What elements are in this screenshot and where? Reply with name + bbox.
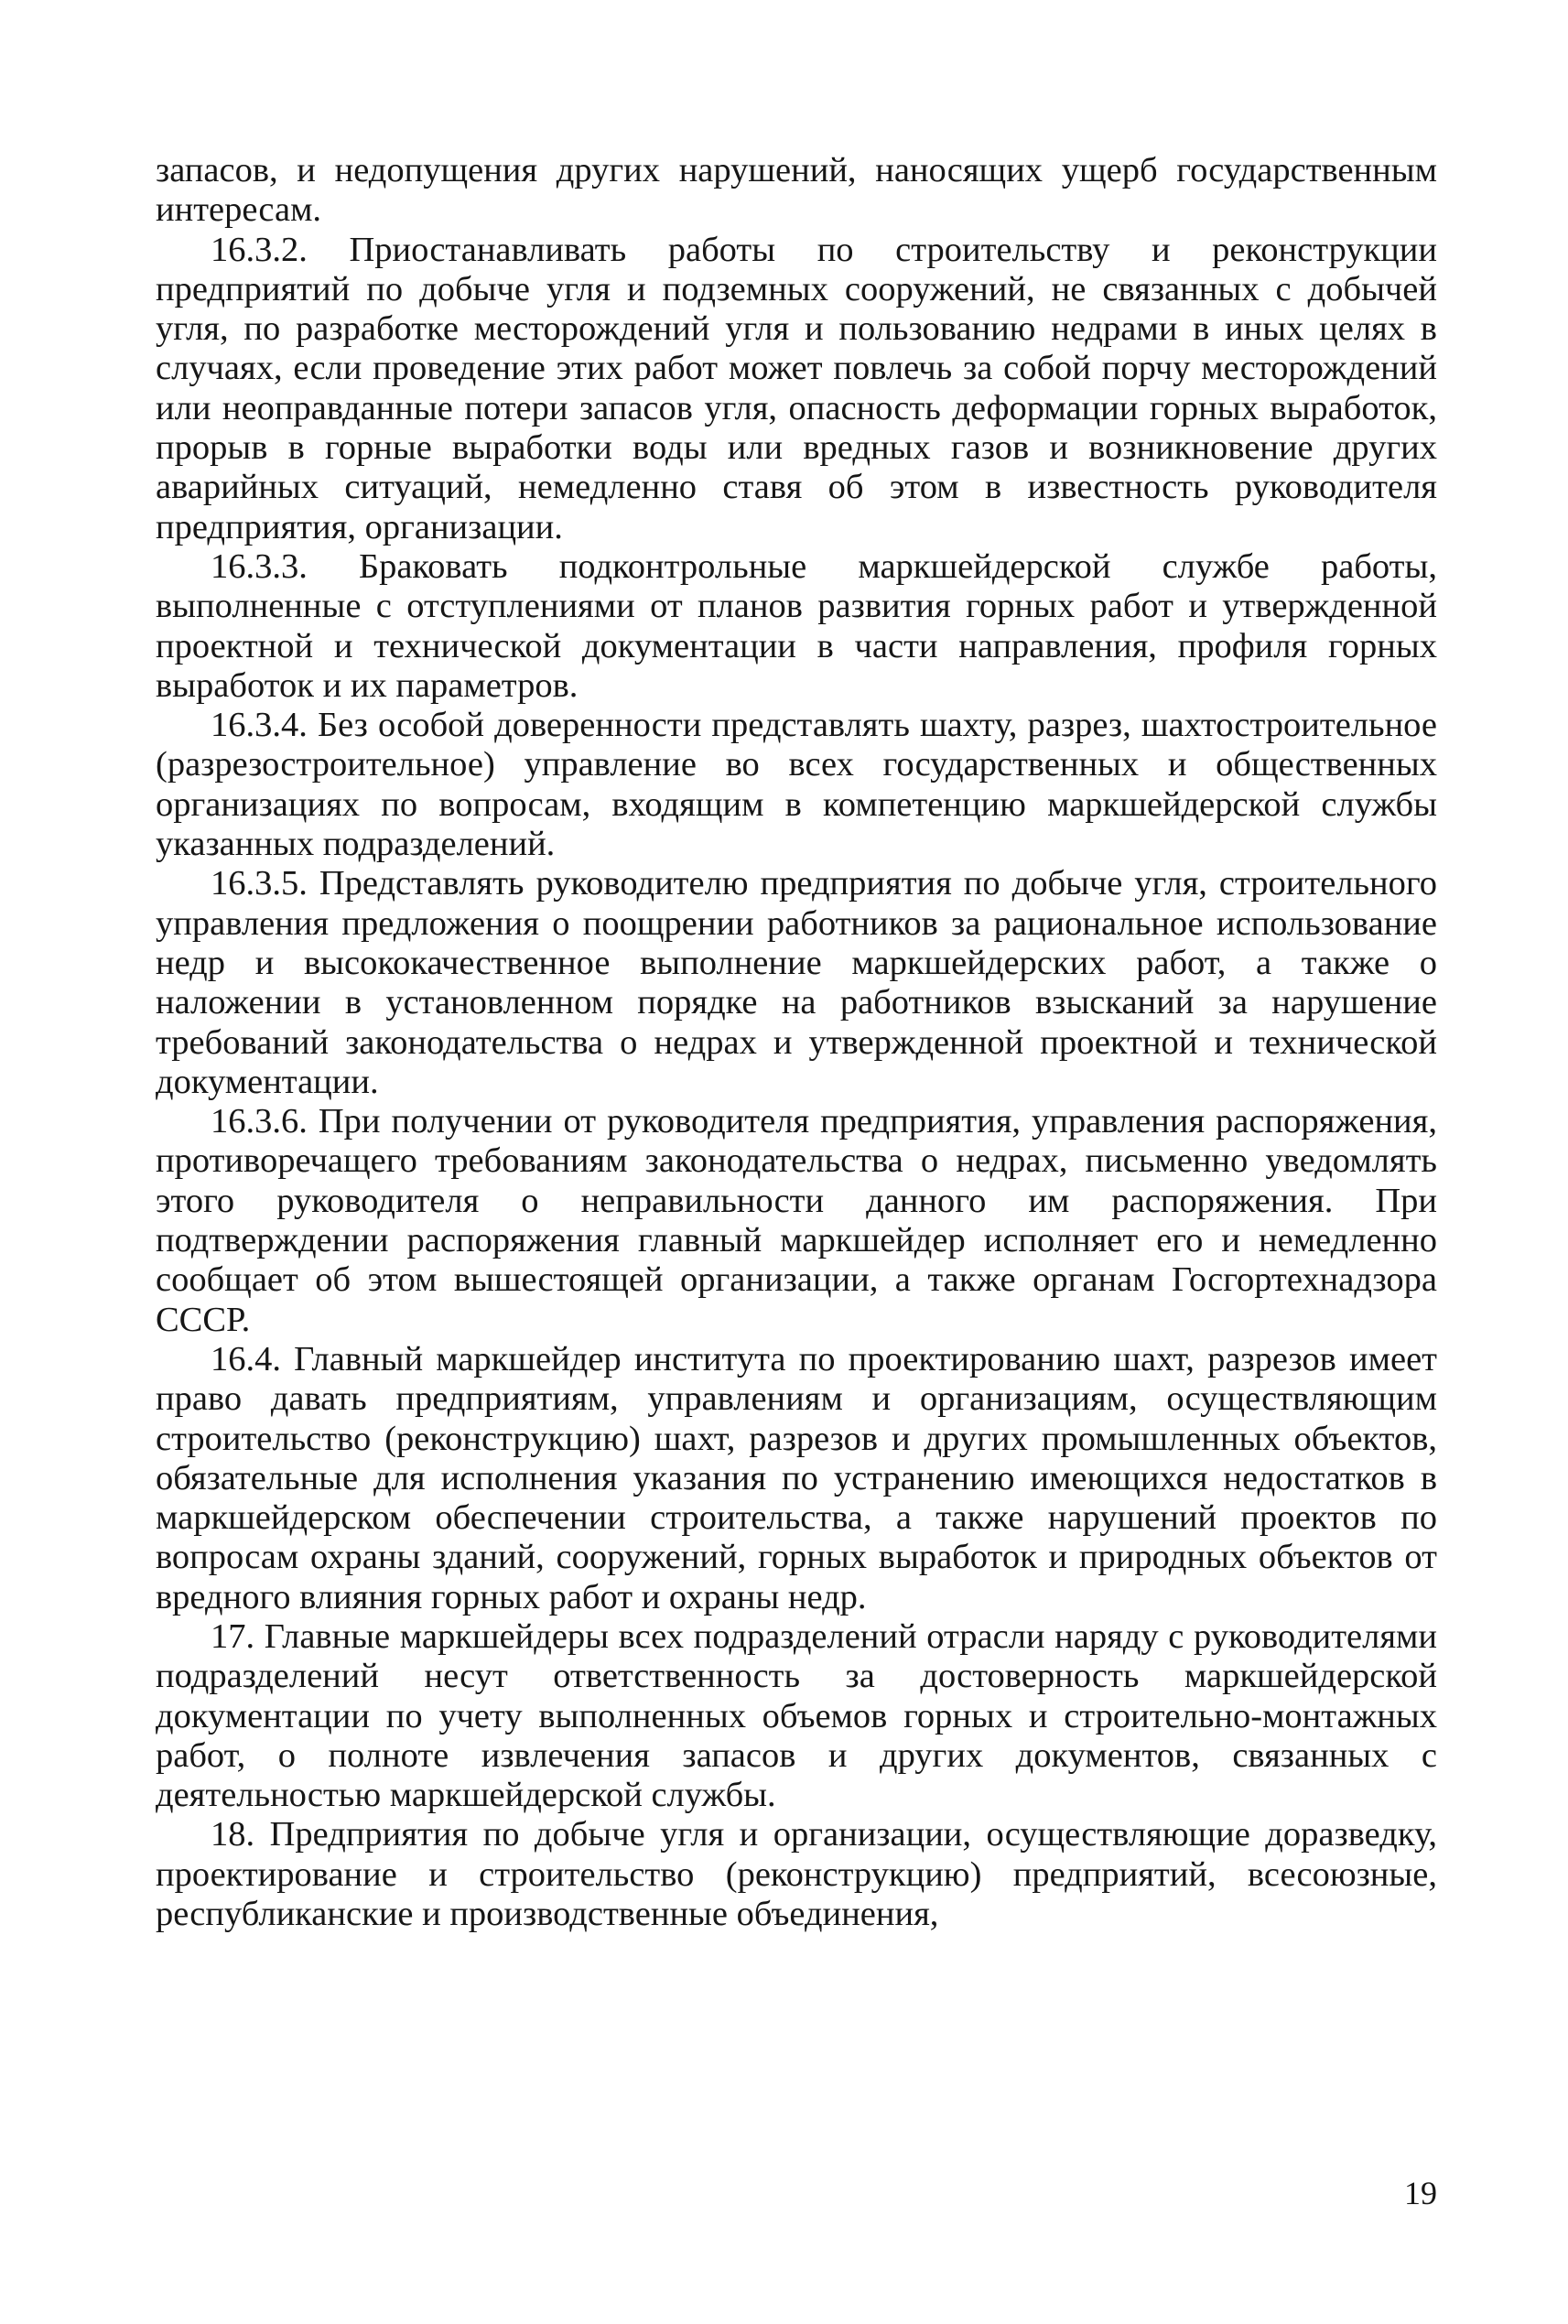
paragraph-16-3-2: 16.3.2. Приостанавливать работы по строительству и реконструкции предприятий по добыче угля и подземных сооружений, не связанных с добычей угля, по разработке месторождений угля и пользованию недрами в иных целях в случаях, если проведение этих работ может повлечь за собой порчу месторождений или неоправданные потери запасов угля, опасность деформации горных выработок, прорыв в горные выработки воды или вредных газов и возникновение других аварийных ситуаций, немедленно ставя об этом в известность руководителя предприятия, организации. <box>156 230 1437 546</box>
paragraph-16-3-6: 16.3.6. При получении от руководителя предприятия, управления распоряжения, противоречащего требованиям законодательства о недрах, письменно уведомлять этого руководителя о неправильности данного им распоряжения. При подтверждении распоряжения главный маркшейдер исполняет его и немедленно сообщает об этом вышестоящей организации, а также органам Госгортехнадзора СССР. <box>156 1102 1437 1339</box>
paragraph-18: 18. Предприятия по добыче угля и организации, осуществляющие доразведку, проектирование и строительство (реконструкцию) предприятий, всесоюзные, республиканские и производственные объединения, <box>156 1815 1437 1934</box>
paragraph-continuation: запасов, и недопущения других нарушений, наносящих ущерб государственным интересам. <box>156 151 1437 230</box>
paragraph-16-3-4: 16.3.4. Без особой доверенности представлять шахту, разрез, шахтостроительное (разрезостроительное) управление во всех государственных и общественных организациях по вопросам, входящим в компетенцию маркшейдерской службы указанных подразделений. <box>156 706 1437 864</box>
paragraph-16-3-5: 16.3.5. Представлять руководителю предприятия по добыче угля, строительного управления предложения о поощрении работников за рациональное использование недр и высококачественное выполнение маркшейдерских работ, а также о наложении в установленном порядке на работников взысканий за нарушение требований законодательства о недрах и утвержденной проектной и технической документации. <box>156 864 1437 1101</box>
paragraph-16-4: 16.4. Главный маркшейдер института по проектированию шахт, разрезов имеет право давать предприятиям, управлениям и организациям, осуществляющим строительство (реконструкцию) шахт, разрезов и других промышленных объектов, обязательные для исполнения указания по устранению имеющихся недостатков в маркшейдерском обеспечении строительства, а также нарушений проектов по вопросам охраны зданий, сооружений, горных выработок и природных объектов от вредного влияния горных работ и охраны недр. <box>156 1339 1437 1616</box>
body-text <box>156 151 1437 1934</box>
paragraph-17: 17. Главные маркшейдеры всех подразделений отрасли наряду с руководителями подразделений несут ответственность за достоверность маркшейдерской документации по учету выполненных объемов горных и строительно-монтажных работ, о полноте извлечения запасов и других документов, связанных с деятельностью маркшейдерской службы. <box>156 1616 1437 1815</box>
page-number: 19 <box>1404 2175 1437 2211</box>
paragraph-16-3-3: 16.3.3. Браковать подконтрольные маркшейдерской службе работы, выполненные с отступлениями от планов развития горных работ и утвержденной проектной и технической документации в части направления, профиля горных выработок и их параметров. <box>156 546 1437 705</box>
